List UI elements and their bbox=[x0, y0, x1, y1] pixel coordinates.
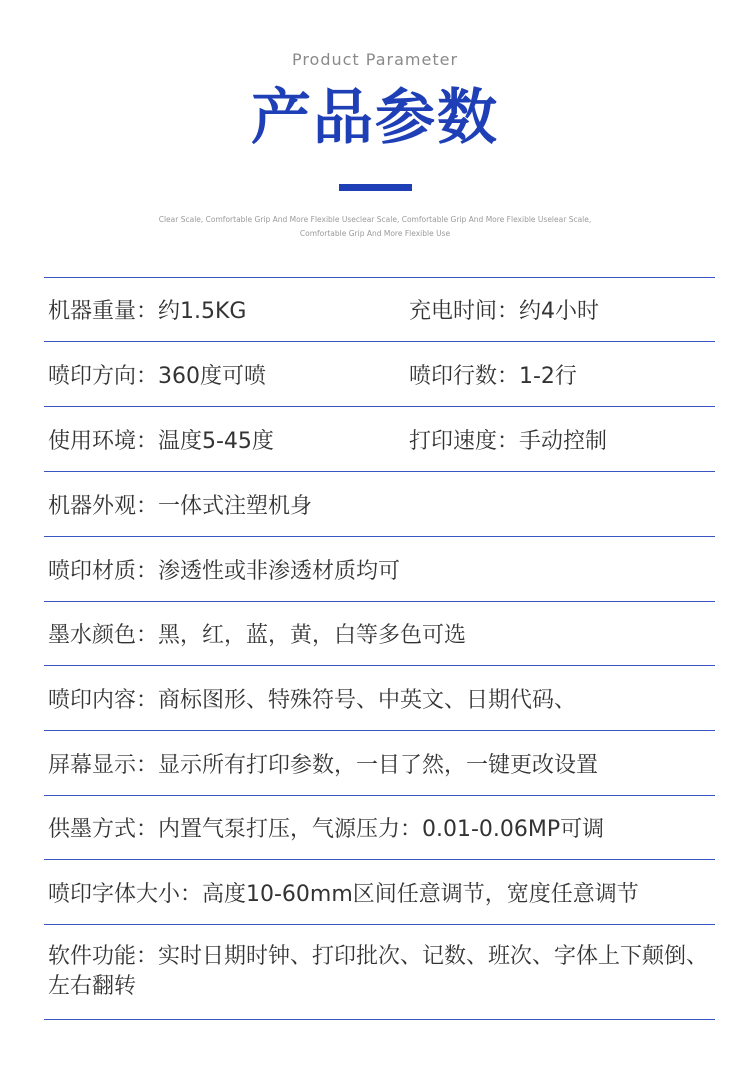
param-ink-supply: 供墨方式：内置气泵打压，气源压力：0.01-0.06MP可调 bbox=[48, 817, 605, 842]
param-weight: 机器重量：约1.5KG bbox=[48, 299, 247, 324]
param-screen: 屏幕显示：显示所有打印参数，一目了然，一键更改设置 bbox=[48, 752, 599, 778]
param-row bbox=[44, 925, 715, 1020]
param-content: 喷印内容：商标图形、特殊符号、中英文、日期代码、 bbox=[48, 687, 577, 713]
param-row bbox=[44, 796, 715, 860]
param-font-size: 喷印字体大小：高度10-60mm区间任意调节，宽度任意调节 bbox=[48, 881, 639, 907]
param-material: 喷印材质：渗透性或非渗透材质均可 bbox=[48, 558, 401, 584]
param-row bbox=[44, 666, 715, 731]
param-environment: 使用环境：温度5-45度 bbox=[48, 428, 274, 454]
param-row bbox=[44, 277, 715, 342]
param-row bbox=[44, 472, 715, 537]
param-row bbox=[44, 407, 715, 472]
param-software: 软件功能：实时日期时钟、打印批次、记数、班次、字体上下颠倒、左右翻转 bbox=[48, 944, 709, 999]
param-row bbox=[44, 860, 715, 925]
param-row bbox=[44, 537, 715, 602]
param-charge-time: 充电时间：约4小时 bbox=[409, 299, 599, 324]
param-spray-lines: 喷印行数：1-2行 bbox=[409, 363, 577, 389]
param-appearance: 机器外观：一体式注塑机身 bbox=[48, 493, 313, 519]
parameter-table bbox=[44, 277, 715, 1020]
param-print-speed: 打印速度：手动控制 bbox=[409, 428, 608, 454]
subtitle-en: Product Parameter bbox=[291, 50, 459, 69]
page-title: 产品参数 bbox=[251, 83, 499, 153]
title-underline bbox=[339, 184, 412, 191]
param-row bbox=[44, 731, 715, 796]
param-row bbox=[44, 342, 715, 407]
description-text: Clear Scale, Comfortable Grip And More Flexible Useclear Scale, Comfortable Grip And More Flexible Uselear Scale, Comfortable Grip And More Flexible Use bbox=[158, 215, 592, 238]
param-row bbox=[44, 602, 715, 666]
param-ink-color: 墨水颜色：黑，红，蓝，黄，白等多色可选 bbox=[48, 623, 467, 648]
param-spray-direction: 喷印方向：360度可喷 bbox=[48, 363, 266, 389]
